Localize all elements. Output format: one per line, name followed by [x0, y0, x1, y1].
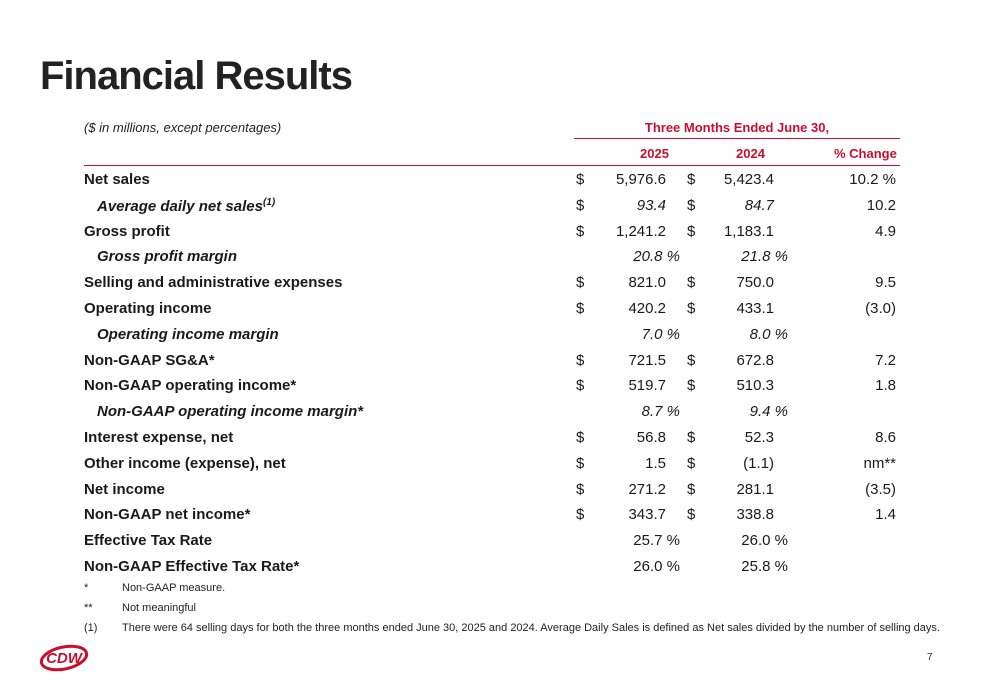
units-note: ($ in millions, except percentages) — [84, 120, 282, 135]
value-2025: 25.7 % — [633, 532, 680, 550]
column-header-2024: 2024 — [736, 146, 765, 161]
footnote-ref: (1) — [262, 196, 276, 208]
currency-symbol: $ — [576, 222, 585, 240]
row-label: Non-GAAP net income* — [84, 506, 251, 524]
currency-symbol: $ — [687, 454, 696, 472]
row-label: Gross profit — [84, 222, 170, 240]
value-change: 1.8 — [875, 377, 896, 395]
row-label: Non-GAAP Effective Tax Rate* — [84, 558, 300, 575]
page-title: Financial Results — [40, 54, 352, 98]
value-2025: 1,241.2 — [615, 222, 666, 240]
value-2024: 25.8 % — [741, 558, 788, 575]
currency-symbol: $ — [687, 377, 696, 395]
value-2024: 281.1 — [736, 480, 774, 498]
value-change: 10.2 % — [849, 171, 896, 188]
column-header-2025: 2025 — [640, 146, 669, 161]
currency-symbol: $ — [576, 377, 585, 395]
value-2024: 52.3 — [744, 429, 774, 446]
row-label: Gross profit margin — [97, 248, 238, 266]
logo-text: CDW — [46, 650, 82, 667]
currency-symbol: $ — [687, 300, 696, 317]
currency-symbol: $ — [687, 480, 696, 498]
period-header-rule — [574, 138, 900, 139]
table-row — [0, 503, 1000, 529]
value-2025: 519.7 — [628, 377, 666, 395]
row-label: Interest expense, net — [84, 429, 234, 446]
value-2024: 21.8 % — [741, 248, 788, 266]
value-2024: 672.8 — [736, 351, 774, 369]
footnote-mark: * — [84, 582, 89, 594]
table-row — [0, 478, 1000, 504]
value-2025: 271.2 — [628, 480, 666, 498]
footnote-text: Not meaningful — [122, 602, 196, 614]
currency-symbol: $ — [687, 429, 696, 446]
value-2025: 821.0 — [628, 274, 666, 292]
table-row — [0, 245, 1000, 271]
currency-symbol: $ — [687, 171, 696, 188]
value-2024: 84.7 — [744, 196, 774, 214]
currency-symbol: $ — [687, 506, 696, 524]
value-2025: 1.5 — [645, 454, 666, 472]
table-row — [0, 426, 1000, 452]
value-2024: 510.3 — [736, 377, 774, 395]
table-row — [0, 271, 1000, 297]
currency-symbol: $ — [576, 480, 585, 498]
value-2025: 8.7 % — [641, 403, 680, 421]
currency-symbol: $ — [576, 274, 585, 292]
value-2024: 338.8 — [736, 506, 774, 524]
value-2024: (1.1) — [743, 454, 774, 472]
row-label: Operating income margin — [97, 325, 279, 343]
value-2024: 5,423.4 — [723, 171, 774, 188]
row-label: Effective Tax Rate — [84, 532, 213, 550]
value-2024: 26.0 % — [741, 532, 788, 550]
row-label: Net income — [84, 480, 165, 498]
row-label: Selling and administrative expenses — [84, 274, 343, 292]
table-row — [0, 555, 1000, 581]
footnote-text: Non-GAAP measure. — [122, 582, 226, 594]
period-header: Three Months Ended June 30, — [644, 120, 830, 135]
table-row — [0, 297, 1000, 323]
value-2025: 420.2 — [628, 300, 666, 317]
value-2025: 343.7 — [628, 506, 666, 524]
table-row — [0, 374, 1000, 400]
table-row — [0, 220, 1000, 246]
value-change: 8.6 — [875, 429, 896, 446]
page-number: 7 — [927, 652, 933, 663]
value-change: (3.0) — [865, 300, 896, 317]
table-row — [0, 452, 1000, 478]
row-label: Non-GAAP operating income margin* — [97, 403, 364, 421]
table-row — [0, 168, 1000, 194]
value-2025: 7.0 % — [641, 325, 680, 343]
value-2024: 433.1 — [736, 300, 774, 317]
value-2025: 20.8 % — [633, 248, 680, 266]
row-label: Average daily net sales$^{(1)}$ — [97, 196, 276, 215]
row-label: Other income (expense), net — [84, 454, 286, 472]
table-row — [0, 400, 1000, 426]
value-change: 4.9 — [875, 222, 896, 240]
value-change: 9.5 — [875, 274, 896, 292]
table-row — [0, 529, 1000, 555]
value-change: nm** — [863, 454, 896, 472]
currency-symbol: $ — [576, 300, 585, 317]
row-label: Non-GAAP SG&A* — [84, 351, 215, 369]
column-header-change: % Change — [834, 146, 897, 161]
currency-symbol: $ — [576, 429, 585, 446]
value-2025: 721.5 — [628, 351, 666, 369]
value-2025: 5,976.6 — [615, 171, 666, 188]
currency-symbol: $ — [576, 506, 585, 524]
value-2024: 750.0 — [736, 274, 774, 292]
currency-symbol: $ — [687, 222, 696, 240]
value-2024: 1,183.1 — [723, 222, 774, 240]
value-change: 1.4 — [875, 506, 896, 524]
currency-symbol: $ — [687, 351, 696, 369]
currency-symbol: $ — [576, 454, 585, 472]
row-label: Net sales — [84, 171, 150, 188]
value-change: (3.5) — [865, 480, 896, 498]
footnote-text: There were 64 selling days for both the three months ended June 30, 2025 and 2024. Average Daily Sales is defined as Net sales divided by the number of selling days. — [122, 622, 940, 634]
currency-symbol: $ — [687, 196, 696, 214]
footnote-mark: ** — [84, 602, 93, 614]
row-label: Non-GAAP operating income* — [84, 377, 297, 395]
header-rule — [84, 165, 900, 166]
value-change: 7.2 — [875, 351, 896, 369]
currency-symbol: $ — [576, 196, 585, 214]
currency-symbol: $ — [576, 171, 585, 188]
table-row — [0, 194, 1000, 220]
value-2025: 56.8 — [636, 429, 666, 446]
currency-symbol: $ — [576, 351, 585, 369]
value-change: 10.2 — [866, 196, 896, 214]
value-2024: 9.4 % — [749, 403, 788, 421]
currency-symbol: $ — [687, 274, 696, 292]
value-2025: 93.4 — [636, 196, 666, 214]
table-row — [0, 349, 1000, 375]
value-2025: 26.0 % — [633, 558, 680, 575]
footnote-mark: (1) — [84, 622, 98, 634]
cdw-logo — [38, 642, 90, 674]
table-row — [0, 323, 1000, 349]
row-label: Operating income — [84, 300, 212, 317]
value-2024: 8.0 % — [749, 325, 788, 343]
